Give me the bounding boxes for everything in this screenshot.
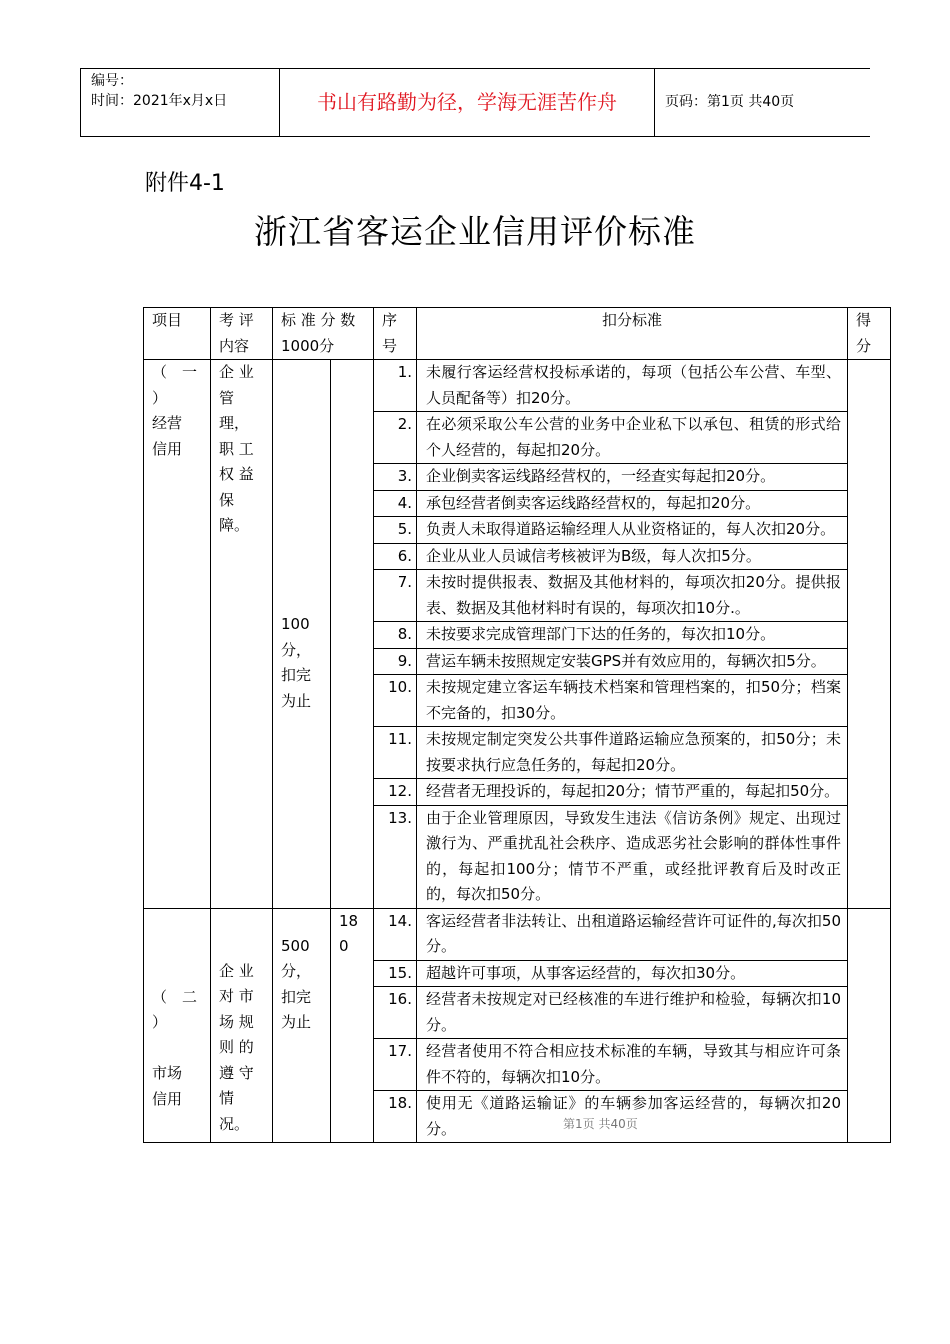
table-row <box>144 908 891 960</box>
section-score-line: 500 <box>281 936 310 955</box>
section-score-line: 为止 <box>281 691 312 710</box>
section-content-line: 障。 <box>219 516 250 534</box>
section-content-line: 理， <box>219 414 250 432</box>
number-label: 编号： <box>91 73 133 89</box>
section-score <box>273 908 331 1143</box>
section-score <box>273 360 331 909</box>
header-deduct: 扣分标准 <box>417 308 848 360</box>
section-score-line: 为止 <box>281 1013 312 1031</box>
row-seq: 17. <box>374 1039 417 1091</box>
row-seq: 8. <box>374 622 417 649</box>
row-deduct-text: 未按时提供报表、数据及其他材料的，每项次扣20分。提供报表、数据及其他材料时有误的，每项次扣10分.。 <box>417 570 848 622</box>
date-label: 时间：2021年x月x日 <box>91 93 228 109</box>
header-content: 考 评 内容 <box>211 308 273 360</box>
section-content-line: 况。 <box>219 1114 250 1133</box>
header-meta <box>80 69 280 136</box>
row-deduct-text: 经营者未按规定对已经核准的车进行维护和检验，每辆次扣10分。 <box>417 987 848 1039</box>
section-score-line: 扣完 <box>281 666 312 684</box>
row-deduct-text: 企业倒卖客运线路经营权的，一经查实每起扣20分。 <box>417 464 848 491</box>
row-deduct-text: 未履行客运经营权投标承诺的，每项（包括公车公营、车型、人员配备等）扣20分。 <box>417 360 848 412</box>
row-seq: 6. <box>374 543 417 570</box>
section-got-score <box>848 360 891 909</box>
header-box <box>80 68 870 137</box>
section-content-line: 对 市 <box>219 987 254 1005</box>
row-deduct-text: 经营者使用不符合相应技术标准的车辆，导致其与相应许可条件不符的，每辆次扣10分。 <box>417 1039 848 1091</box>
row-seq: 7. <box>374 570 417 622</box>
section-sub-score <box>331 908 374 1143</box>
row-deduct-text: 企业从业人员诚信考核被评为B级，每人次扣5分。 <box>417 543 848 570</box>
row-seq: 18. <box>374 1091 417 1143</box>
row-seq: 5. <box>374 517 417 544</box>
row-seq: 9. <box>374 648 417 675</box>
row-deduct-text: 使用无《道路运输证》的车辆参加客运经营的，每辆次扣20分。 <box>417 1091 848 1143</box>
section-content-line: 保 <box>219 490 235 509</box>
section-item-line: （ 二 <box>152 987 198 1006</box>
row-deduct-text: 承包经营者倒卖客运线路经营权的，每起扣20分。 <box>417 490 848 517</box>
row-seq: 15. <box>374 960 417 987</box>
attachment-label: 附件4-1 <box>145 171 225 196</box>
header-score: 标 准 分 数 1000分 <box>273 308 374 360</box>
section-score-line: 100 <box>281 615 310 633</box>
table-row <box>144 360 891 412</box>
row-seq: 2. <box>374 412 417 464</box>
section-item-line: 市场 <box>152 1064 183 1082</box>
section-sub-score <box>331 360 374 909</box>
section-content <box>211 360 273 909</box>
header-item: 项目 <box>144 308 211 360</box>
row-deduct-text: 客运经营者非法转让、出租道路运输经营许可证件的,每次扣50分。 <box>417 908 848 960</box>
section-item-line: ） <box>152 388 168 407</box>
header-seq: 序号 <box>374 308 417 360</box>
section-item-line: （ 一 <box>152 363 198 381</box>
section-content-line: 情 <box>219 1089 235 1107</box>
section-item-line: ） <box>152 1013 168 1031</box>
section-content-line: 职 工 <box>219 439 254 458</box>
row-seq: 10. <box>374 675 417 727</box>
row-deduct-text: 未按规定建立客运车辆技术档案和管理档案的，扣50分；档案不完备的，扣30分。 <box>417 675 848 727</box>
row-seq: 4. <box>374 490 417 517</box>
section-item <box>144 908 211 1143</box>
section-item-line: 信用 <box>152 1089 183 1108</box>
section-content-line: 权 益 <box>219 465 254 483</box>
section-content-line: 企 业 <box>219 961 254 980</box>
section-content <box>211 908 273 1143</box>
row-deduct-text: 由于企业管理原因，导致发生违法《信访条例》规定、出现过激行为、严重扰乱社会秩序、造成恶劣社会影响的群体性事件的，每起扣100分；情节不严重，或经批评教育后及时改正的，每次扣50分。 <box>417 805 848 908</box>
section-score-line: 分， <box>281 962 312 980</box>
header-got: 得分 <box>848 308 891 360</box>
row-deduct-text: 超越许可事项，从事客运经营的，每次扣30分。 <box>417 960 848 987</box>
table-body <box>144 360 891 1143</box>
page-label: 页码：第1页 共40页 <box>665 94 795 110</box>
section-score-line: 扣完 <box>281 987 312 1006</box>
section-item-line: 信用 <box>152 439 183 458</box>
section-content-line: 管 <box>219 388 235 407</box>
row-seq: 1. <box>374 360 417 412</box>
sub-score-value: 180 <box>339 911 359 955</box>
row-deduct-text: 未按规定制定突发公共事件道路运输应急预案的，扣50分；未按要求执行应急任务的，每起扣20分。 <box>417 727 848 779</box>
row-seq: 3. <box>374 464 417 491</box>
section-got-score <box>848 908 891 1143</box>
row-deduct-text: 未按要求完成管理部门下达的任务的，每次扣10分。 <box>417 622 848 649</box>
row-seq: 16. <box>374 987 417 1039</box>
section-content-line: 场 规 <box>219 1012 254 1031</box>
section-score-line: 分， <box>281 640 312 659</box>
section-item <box>144 360 211 909</box>
header-slogan: 书山有路勤为径，学海无涯苦作舟 <box>280 69 655 136</box>
section-item-line: 经营 <box>152 414 183 432</box>
row-deduct-text: 在必须采取公车公营的业务中企业私下以承包、租赁的形式给个人经营的，每起扣20分。 <box>417 412 848 464</box>
row-deduct-text: 营运车辆未按照规定安装GPS并有效应用的，每辆次扣5分。 <box>417 648 848 675</box>
table-header-row <box>144 308 891 360</box>
row-seq: 12. <box>374 779 417 806</box>
row-seq: 14. <box>374 908 417 960</box>
row-seq: 11. <box>374 727 417 779</box>
row-deduct-text: 经营者无理投诉的，每起扣20分；情节严重的，每起扣50分。 <box>417 779 848 806</box>
section-content-line: 企 业 <box>219 363 254 381</box>
row-seq: 13. <box>374 805 417 908</box>
section-content-line: 则 的 <box>219 1038 254 1056</box>
criteria-table <box>143 307 891 1143</box>
overlay-page-mark: 第1页 共40页 <box>563 1117 638 1131</box>
row-deduct-text: 负责人未取得道路运输经理人从业资格证的，每人次扣20分。 <box>417 517 848 544</box>
page-title: 浙江省客运企业信用评价标准 <box>254 212 696 251</box>
section-item-line <box>152 1036 202 1062</box>
section-content-line: 遵 守 <box>219 1063 254 1082</box>
